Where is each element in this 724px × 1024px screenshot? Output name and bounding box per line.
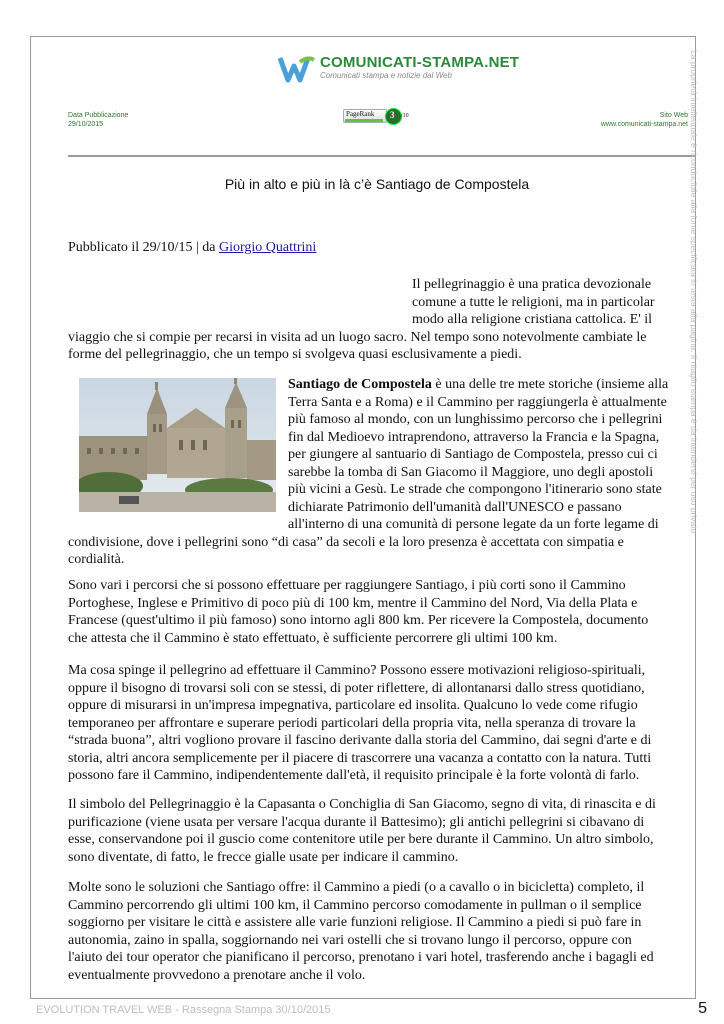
text-line: soggiorno per visitare le città e assistere alle varie funzioni religiose. Il Cammino a piedi si può fare in <box>68 915 642 930</box>
pagerank-max: /10 <box>401 113 409 119</box>
pagerank-label: PageRank <box>346 110 375 118</box>
publication-date <box>68 111 128 129</box>
logo-mark-icon <box>278 54 316 84</box>
header-divider <box>68 155 696 157</box>
text-line: oppure di misurarsi in un'impresa impegnativa, particolare ed insolita. Qualcuno lo vede come rifugio <box>68 698 638 713</box>
text-line: eventualmente provvedono a prenotare anche il volo. <box>68 967 366 983</box>
paragraph-5 <box>68 796 686 866</box>
site-logo[interactable] <box>278 54 520 84</box>
text-line: più famoso al mondo, con un lunghissimo percorso che i pellegrini <box>288 412 663 427</box>
text-line: più vicini a Gesù. Le strade che compongono l'itinerario sono state <box>288 482 662 497</box>
text-line: modo alla religione cristiana cattolica. E' il <box>412 312 653 327</box>
text-fragment: è una delle tre mete storiche (insieme alla <box>431 377 669 392</box>
text-line: cordialità. <box>68 552 125 567</box>
text-line: condivisione, dove i pellegrini sono “di casa” da secoli e la loro presenza è accettata con simpatia e <box>68 534 624 550</box>
santiago-bold: Santiago de Compostela <box>288 377 432 392</box>
byline <box>68 240 316 256</box>
text-line: Terra Santa e a Roma) e il Cammino per raggiungerla è attualmente <box>288 394 667 410</box>
text-line: che attesta che il Cammino è stato effettuato, è sufficiente percorrere gli ultimi 100 km. <box>68 630 558 646</box>
text-line: Francese (quest'ultimo il più famoso) sono intorno agli 800 km. Per ricevere la Compostela, documento <box>68 613 649 628</box>
author-link[interactable]: Giorgio Quattrini <box>218 240 317 255</box>
footer-text: EVOLUTION TRAVEL WEB - Rassegna Stampa 30/10/2015 <box>36 1004 331 1016</box>
logo-tagline: Comunicati stampa e notizie dal Web <box>320 71 452 80</box>
text-line: forme del pellegrinaggio, che un tempo si svolgeva quasi esclusivamente a piedi. <box>68 347 522 362</box>
website-info <box>601 111 688 129</box>
text-line: comune a tutte le religioni, ma in particolar <box>412 294 655 310</box>
text-line <box>68 376 686 394</box>
text-line: Il simbolo del Pellegrinaggio è la Capasanta o Conchiglia di San Giacomo, segno di vita, di rinascita e di <box>68 797 656 812</box>
copyright-side-note <box>687 42 701 602</box>
logo-text: COMUNICATI-STAMPA.NET <box>320 54 520 71</box>
published-prefix: Pubblicato il 29/10/15 | da <box>68 240 219 255</box>
paragraph-3 <box>68 577 686 647</box>
text-line: purificazione (viene usata per versare l'acqua durante il Battesimo); gli antichi pellegrini si cibavano di <box>68 814 645 830</box>
paragraph-2 <box>68 376 686 569</box>
text-line: dichiarate Patrimonio dell'umanità dall'UNESCO e passano <box>288 499 622 515</box>
paragraph-4 <box>68 662 686 785</box>
pagerank-badge <box>343 109 407 125</box>
text-line: per giungere al santuario di Santiago de Compostela, presso cui ci <box>288 447 658 462</box>
pagerank-value: 3 <box>390 110 395 120</box>
paragraph-1 <box>68 276 686 364</box>
article-title: Più in alto e più in là c’è Santiago de Compostela <box>224 176 530 192</box>
site-label: Sito Web <box>659 112 688 119</box>
text-line: l'aiuto dei tour operator che pianificano il percorso, prenotano i vari hotel, trasferendo anche i bagagli ed <box>68 950 654 965</box>
text-line: sarebbe la tomba di San Giacomo il Maggiore, uno degli apostoli <box>288 464 654 480</box>
text-line: oppure il bisogno di trovarsi soli con se stessi, di poter riflettere, di allontanarsi dallo stress quotidiano, <box>68 680 645 696</box>
text-line: temporaneo per affrontare e superare periodi particolari della propria vita, nella speranza di trovare la <box>68 715 636 731</box>
text-line: Il pellegrinaggio è una pratica devozionale <box>412 277 652 292</box>
text-line: Ma cosa spinge il pellegrino ad effettuare il Cammino? Possono essere motivazioni religioso-spirituali, <box>68 663 646 678</box>
date-label: Data Pubblicazione <box>68 112 129 119</box>
text-line: storia, altri ancora semplicemente per il piacere di trascorrere una vacanza a contatto con la natura. Tutti <box>68 750 652 766</box>
text-line: “strada buona”, altri vogliono provare il fascino derivante dalla storia del Cammino, dai segni d'arte e di <box>68 733 652 748</box>
date-value: 29/10/2015 <box>68 121 104 128</box>
text-line: all'interno di una comunità di persone legate da un forte legame di <box>288 517 659 532</box>
site-value[interactable]: www.comunicati-stampa.net <box>600 121 688 128</box>
text-line: autonomia, zaino in spalla, soggiornando nei vari ostelli che si trovano lungo il percorso, oppure con <box>68 932 632 948</box>
text-line: fin dal Medioevo intraprendono, attraverso la Francia e la Spagna, <box>288 429 660 445</box>
text-line: viaggio che si compie per recarsi in visita ad un luogo sacro. Nel tempo sono notevolmente cambiate le <box>68 329 647 345</box>
text-line: Sono vari i percorsi che si possono effettuare per raggiungere Santiago, i più corti sono il Cammino <box>68 578 626 593</box>
text-line: esse, conservandone poi il guscio come contenitore utile per bere durante il Cammino. Un altro simbolo, <box>68 832 654 847</box>
paragraph-6 <box>68 879 686 984</box>
side-note-text: La proprietà intellettuale è riconducibile alla fonte specificata in testa alla pagina. Il ritaglio stampa è da intendersi per uso privato <box>689 50 699 534</box>
text-line: Portoghese, Inglese e Primitivo di poco più di 100 km, mentre il Cammino del Nord, Via della Plata e <box>68 595 638 611</box>
text-line: sono diventate, di fatto, le frecce gialle usate per indicare il cammino. <box>68 849 459 865</box>
text-line: Molte sono le soluzioni che Santiago offre: il Cammino a piedi (o a cavallo o in bicicletta) completo, il <box>68 880 645 895</box>
page-number: 5 <box>698 1000 707 1017</box>
text-line: possono fare il Cammino, indipendentemente dall'età, il requisito principale è la forte volontà di farlo. <box>68 768 640 783</box>
text-line: Cammino percorrendo gli ultimi 100 km, il Cammino percorso comodamente in pullman o il semplice <box>68 897 642 913</box>
